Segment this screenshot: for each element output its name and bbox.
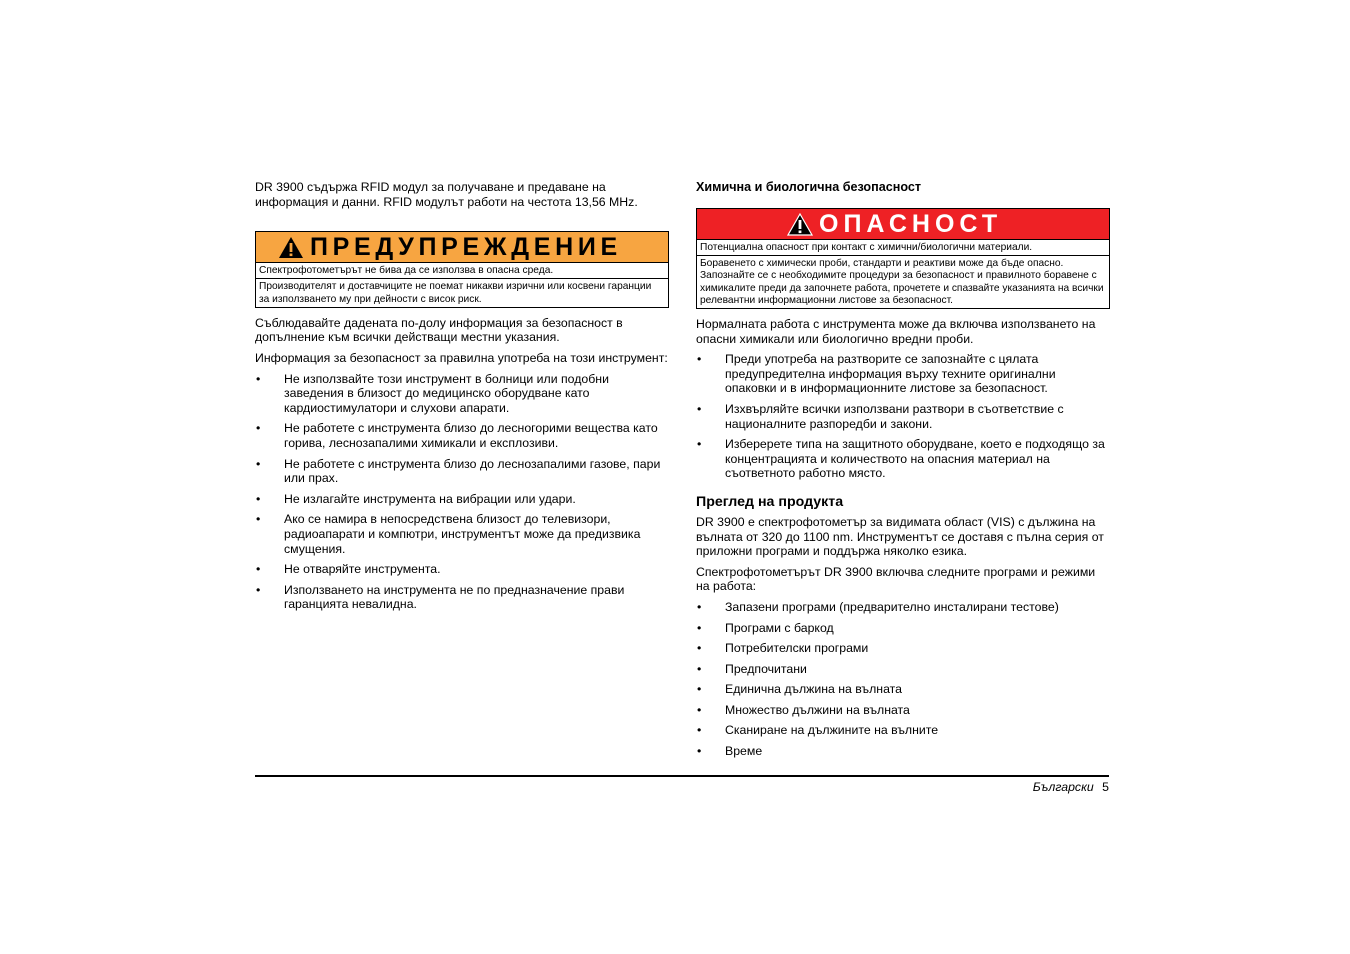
list-item: • Не работете с инструмента близо до лесногорими вещества като горива, леснозапалими химикали и експлозиви. [255, 421, 669, 450]
chem-bullets [696, 352, 1110, 481]
warning-header [256, 232, 668, 263]
chem-bio-heading: Химична и биологична безопасност [696, 180, 922, 194]
list-item: • Време [696, 744, 1110, 759]
list-item: • Преди употреба на разтворите се запознайте с цялата предупредителна информация върху техните оригинални опаковки и в информационните листове за безопасност. [696, 352, 1110, 396]
safety-para-1: Съблюдавайте дадената по-долу информация за безопасност в допълнение към всички действащи местни указания. [255, 315, 623, 345]
list-item: • Не работете с инструмента близо до леснозапалими газове, пари или прах. [255, 457, 669, 486]
list-item: • Използването на инструмента не по предназначение прави гаранцията невалидна. [255, 583, 669, 612]
product-para-1: DR 3900 е спектрофотометър за видимата област (VIS) с дължина на вълната от 320 до 1100 nm. Инструментът се доставя с пълна серия от приложни програми и поддържа няколко езика. [696, 514, 1104, 559]
footer-rule [255, 775, 1109, 777]
safety-bullets [255, 372, 669, 612]
danger-title: ОПАСНОСТ [819, 210, 1003, 238]
page-footer [1033, 780, 1109, 795]
danger-triangle-icon [787, 213, 813, 236]
warning-box [255, 231, 669, 308]
warning-triangle-icon [278, 236, 304, 259]
program-bullets [696, 600, 1110, 759]
danger-line: Потенциална опасност при контакт с химични/биологични материали. [700, 242, 1033, 253]
list-item: • Не отваряйте инструмента. [255, 562, 669, 577]
warning-line: Спектрофотометърът не бива да се използва в опасна среда. [259, 265, 554, 277]
list-item: • Ако се намира в непосредствена близост до телевизори, радиоапарати и компютри, инструментът може да предизвика смущения. [255, 512, 669, 556]
danger-box [696, 208, 1110, 309]
left-column [255, 180, 669, 618]
product-para-2: Спектрофотометърът DR 3900 включва следните програми и режими на работа: [696, 564, 1096, 594]
list-item: • Единична дължина на вълната [696, 682, 1110, 697]
list-item: • Изхвърляйте всички използвани разтвори в съответствие с националните разпоредби и закони. [696, 402, 1110, 431]
list-item: • Не излагайте инструмента на вибрации или удари. [255, 492, 669, 507]
list-item: • Сканиране на дължините на вълните [696, 723, 1110, 738]
list-item: • Програми с баркод [696, 621, 1110, 636]
warning-title: ПРЕДУПРЕЖДЕНИЕ [310, 233, 622, 262]
list-item: • Не използвайте този инструмент в болници или подобни заведения в близост до медицинско оборудване като кардиостимулатори и слухови апарати. [255, 372, 669, 416]
safety-para-2: Информация за безопасност за правилна употреба на този инструмент: [255, 350, 668, 365]
chem-para-1: Нормалната работа с инструмента може да включва използването на опасни химикали или биологично вредни проби. [696, 317, 1096, 346]
product-overview-heading: Преглед на продукта [696, 493, 844, 510]
danger-line: Боравенето с химически проби, стандарти и реактиви може да бъде опасно. Запознайте се с необходимите процедури за безопасност и правилното боравене с химикалите преди да започнете работа, прочетете и спазвайте указанията на всички релевантни информационни листове за безопасност. [697, 255, 1109, 308]
footer-language: Български [1032, 780, 1094, 794]
list-item: • Потребителски програми [696, 641, 1110, 656]
danger-header [697, 209, 1109, 240]
right-column [696, 180, 1110, 765]
page-number: 5 [1102, 780, 1109, 794]
list-item: • Предпочитани [696, 662, 1110, 677]
list-item: • Множество дължини на вълната [696, 703, 1110, 718]
rfid-intro: DR 3900 съдържа RFID модул за получаване и предаване на информация и данни. RFID модулът работи на честота 13,56 MHz. [255, 180, 638, 209]
warning-line: Производителят и доставчиците не поемат никакви изрични или косвени гаранции за използването му при дейности с висок риск. [256, 278, 668, 306]
list-item: • Изберерете типа на защитното оборудване, което е подходящо за концентрацията и количеството на опасния материал на съответното работно място. [696, 437, 1110, 481]
list-item: • Запазени програми (предварително инсталирани тестове) [696, 600, 1110, 615]
